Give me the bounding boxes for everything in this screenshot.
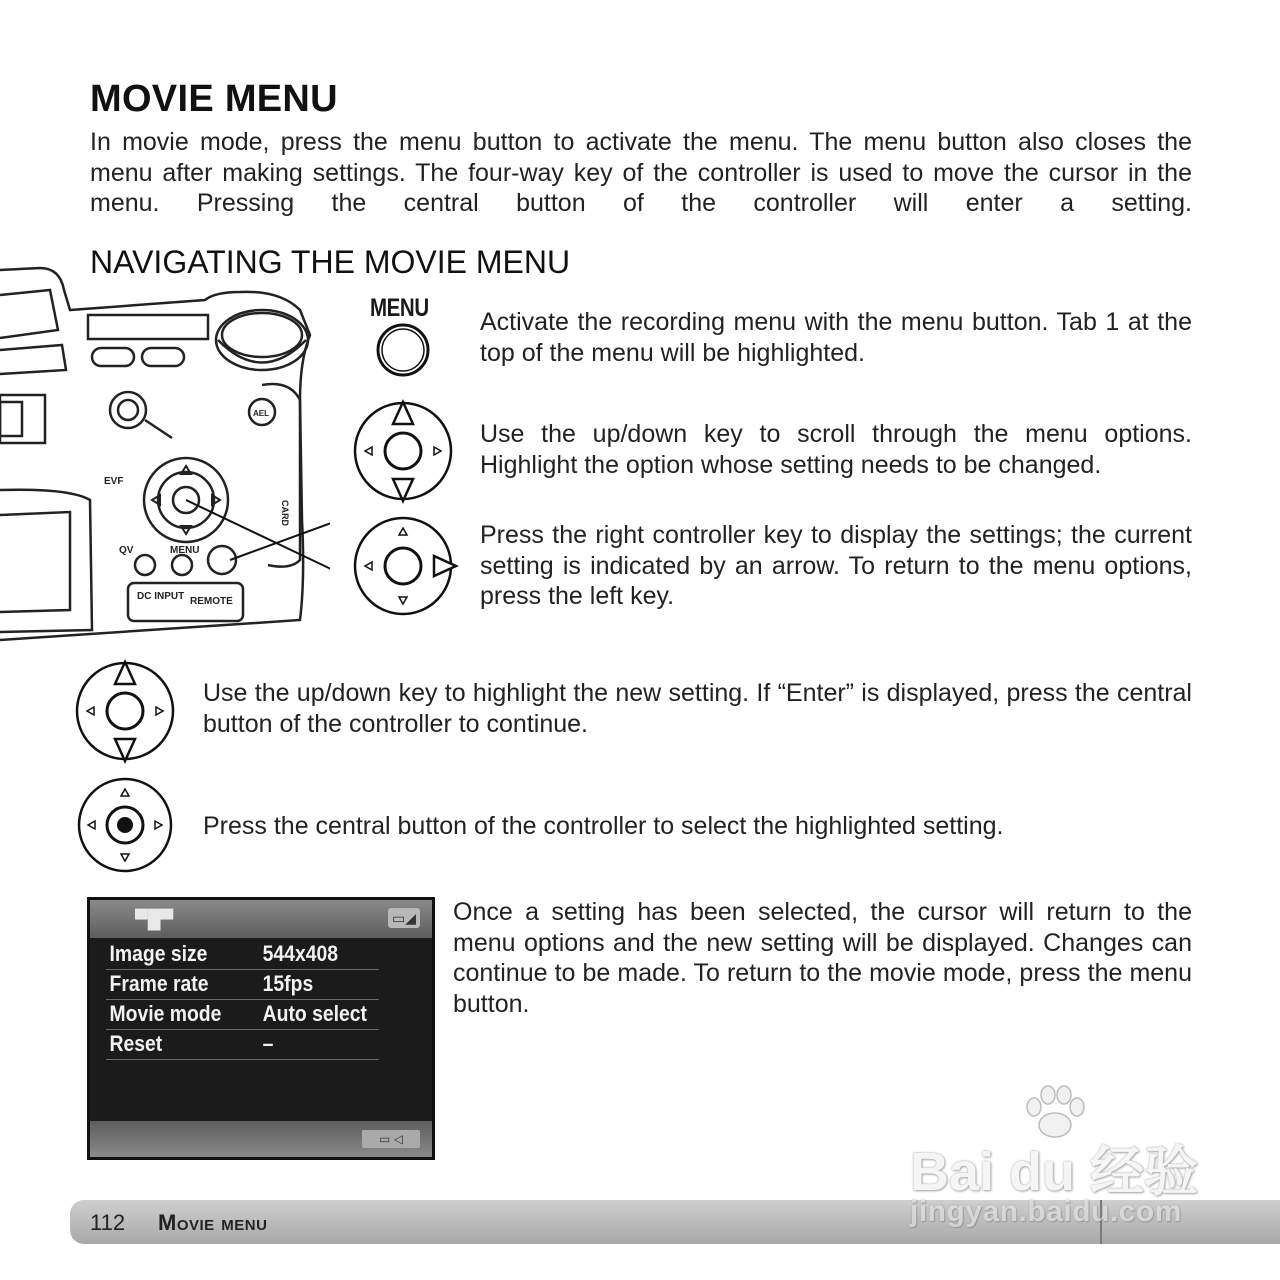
lcd-row-value: 544x408 (262, 941, 339, 966)
step-scroll-options: Use the up/down key to scroll through the menu options. Highlight the option whose setting needs to be changed. (480, 420, 1192, 479)
dc-input-label: DC INPUT (137, 591, 185, 602)
controller-up-down-icon-2 (72, 658, 182, 768)
menu-button-icon (372, 322, 434, 378)
step-highlight-setting: Use the up/down key to highlight the new setting. If “Enter” is displayed, press the central button of the controller to continue. (203, 679, 1192, 738)
lcd-row-label: Frame rate (109, 971, 209, 996)
menu-key-label: MENU (370, 294, 429, 322)
step-return-to-movie: Once a setting has been selected, the cursor will return to the menu options and the new setting will be displayed. Changes can continue to be made. To return to the movie mode, press the menu button. (453, 898, 1192, 1018)
section-subtitle: NAVIGATING THE MOVIE MENU (90, 244, 571, 280)
watermark-url: jingyan.baidu.com (910, 1195, 1182, 1228)
footer-section-title: Movie menu (158, 1210, 268, 1235)
lcd-row-image-size (106, 939, 379, 970)
camera-back-illustration (0, 262, 330, 642)
lcd-nav-hint-icon: ▭ ◁ (362, 1130, 420, 1148)
step-display-settings: Press the right controller key to display the settings; the current setting is indicated by an arrow. To return to the menu options, press the left key. (480, 521, 1192, 610)
evf-label: EVF (104, 476, 124, 487)
lcd-movie-menu-screen (87, 897, 435, 1160)
lcd-row-value: – (262, 1031, 274, 1056)
lcd-bottom-bar (90, 1121, 432, 1157)
card-label: CARD (280, 500, 290, 526)
lcd-row-value: 15fps (262, 971, 314, 996)
lcd-row-movie-mode (106, 999, 379, 1030)
step-select-setting: Press the central button of the controller to select the highlighted setting. (203, 812, 1004, 840)
lcd-row-label: Image size (109, 941, 208, 966)
lcd-row-value: Auto select (262, 1001, 368, 1026)
lcd-row-reset (106, 1029, 379, 1060)
lcd-row-frame-rate (106, 969, 379, 1000)
ael-label: AEL (253, 409, 269, 418)
menu-small-label: MENU (170, 545, 200, 556)
remote-label: REMOTE (190, 596, 233, 607)
page-number: 112 (90, 1210, 126, 1235)
qv-label: QV (119, 545, 134, 556)
watermark-logo: Bai du 经验 (910, 1142, 1199, 1202)
intro-paragraph: In movie mode, press the menu button to activate the menu. The menu button also closes the menu after making settings. The four-way key of the controller is used to move the cursor in the menu. Pressing the central button of the controller will enter a setting. (90, 128, 1192, 217)
step-menu-activate: Activate the recording menu with the menu button. Tab 1 at the top of the menu will be highlighted. (480, 308, 1192, 367)
controller-center-icon (72, 776, 182, 876)
movie-tab-icon: ▀█▀ (135, 909, 174, 929)
controller-right-icon (350, 512, 462, 622)
baidu-watermark (905, 1085, 1205, 1235)
page-title: MOVIE MENU (90, 78, 338, 120)
lcd-tab-bar (90, 900, 432, 938)
controller-up-down-icon (350, 398, 460, 508)
setup-tab-icon: ▭◢ (388, 908, 420, 928)
lcd-row-label: Reset (109, 1031, 163, 1056)
lcd-row-label: Movie mode (109, 1001, 222, 1026)
